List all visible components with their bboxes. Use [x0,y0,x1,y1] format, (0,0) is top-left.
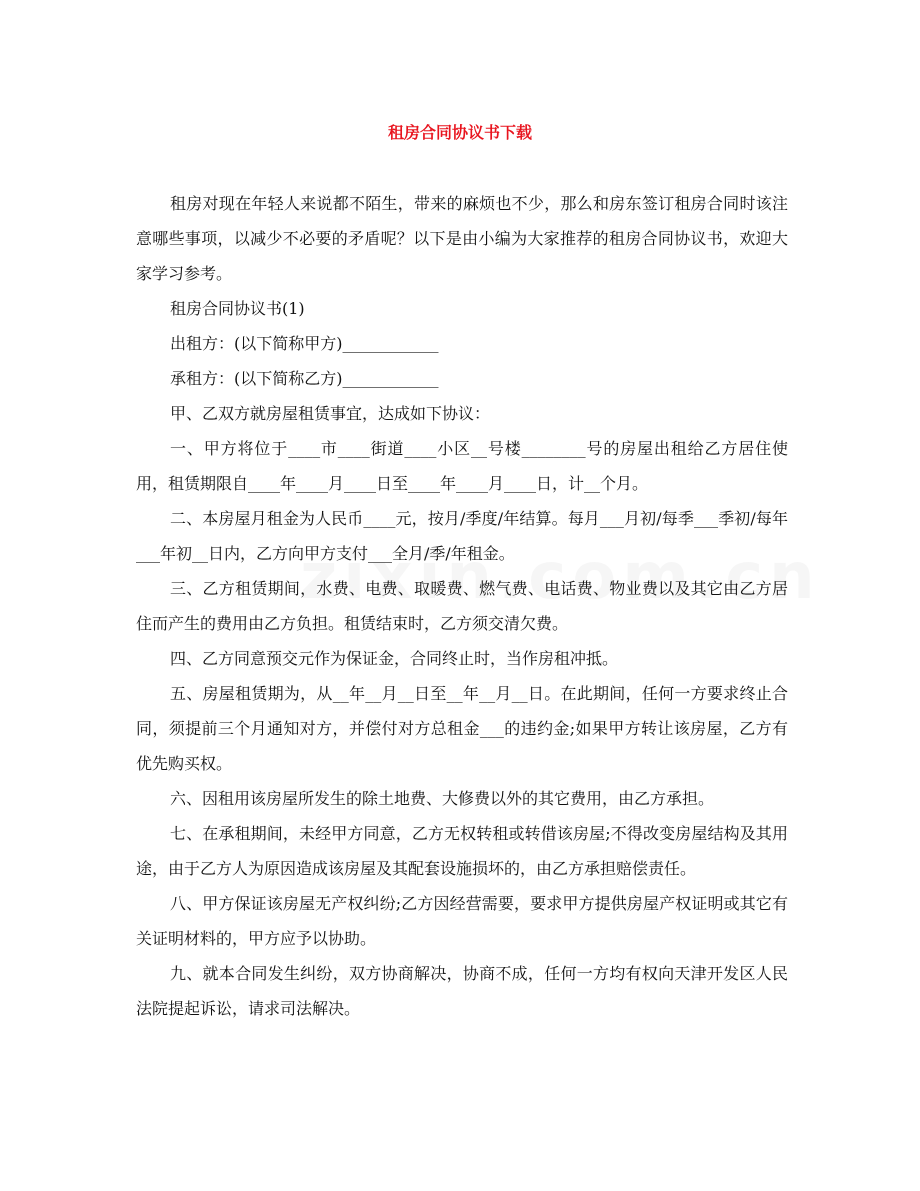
clause-9: 九、就本合同发生纠纷，双方协商解决，协商不成，任何一方均有权向天津开发区人民法院提起诉讼，请求司法解决。 [136,964,788,1018]
clause-2: 二、本房屋月租金为人民币____元，按月/季度/年结算。每月___月初/每季___季初/每年___年初__日内，乙方向甲方支付___全月/季/年租金。 [136,509,788,563]
clause-6: 六、因租用该房屋所发生的除土地费、大修费以外的其它费用，由乙方承担。 [170,789,715,808]
clause-7: 七、在承租期间，未经甲方同意，乙方无权转租或转借该房屋;不得改变房屋结构及其用途，由于乙方人为原因造成该房屋及其配套设施损坏的，由乙方承担赔偿责任。 [136,824,788,878]
clause-5: 五、房屋租赁期为，从__年__月__日至__年__月__日。在此期间，任何一方要求终止合同，须提前三个月通知对方，并偿付对方总租金___的违约金;如果甲方转让该房屋，乙方有优先购买权。 [136,684,788,773]
contract-heading: 租房合同协议书(1) [170,299,305,318]
agreement-preamble: 甲、乙双方就房屋租赁事宜，达成如下协议： [170,404,491,423]
clause-8: 八、甲方保证该房屋无产权纠纷;乙方因经营需要，要求甲方提供房屋产权证明或其它有关证明材料的，甲方应予以协助。 [136,894,788,948]
clause-1: 一、甲方将位于____市____街道____小区__号楼________号的房屋出租给乙方居住使用，租赁期限自____年____月____日至____年____月____日，计__个月。 [136,439,788,493]
lessor-line: 出租方：(以下简称甲方)____________ [170,334,439,353]
clause-4: 四、乙方同意预交元作为保证金，合同终止时，当作房租冲抵。 [170,649,619,668]
document-title: 租房合同协议书下载 [387,123,532,142]
document-body [136,186,788,1026]
intro-paragraph: 租房对现在年轻人来说都不陌生，带来的麻烦也不少，那么和房东签订租房合同时该注意哪些事项，以减少不必要的矛盾呢？以下是由小编为大家推荐的租房合同协议书，欢迎大家学习参考。 [136,194,788,283]
clause-3: 三、乙方租赁期间，水费、电费、取暖费、燃气费、电话费、物业费以及其它由乙方居住而产生的费用由乙方负担。租赁结束时，乙方须交清欠费。 [136,579,788,633]
lessee-line: 承租方：(以下简称乙方)____________ [170,369,439,388]
